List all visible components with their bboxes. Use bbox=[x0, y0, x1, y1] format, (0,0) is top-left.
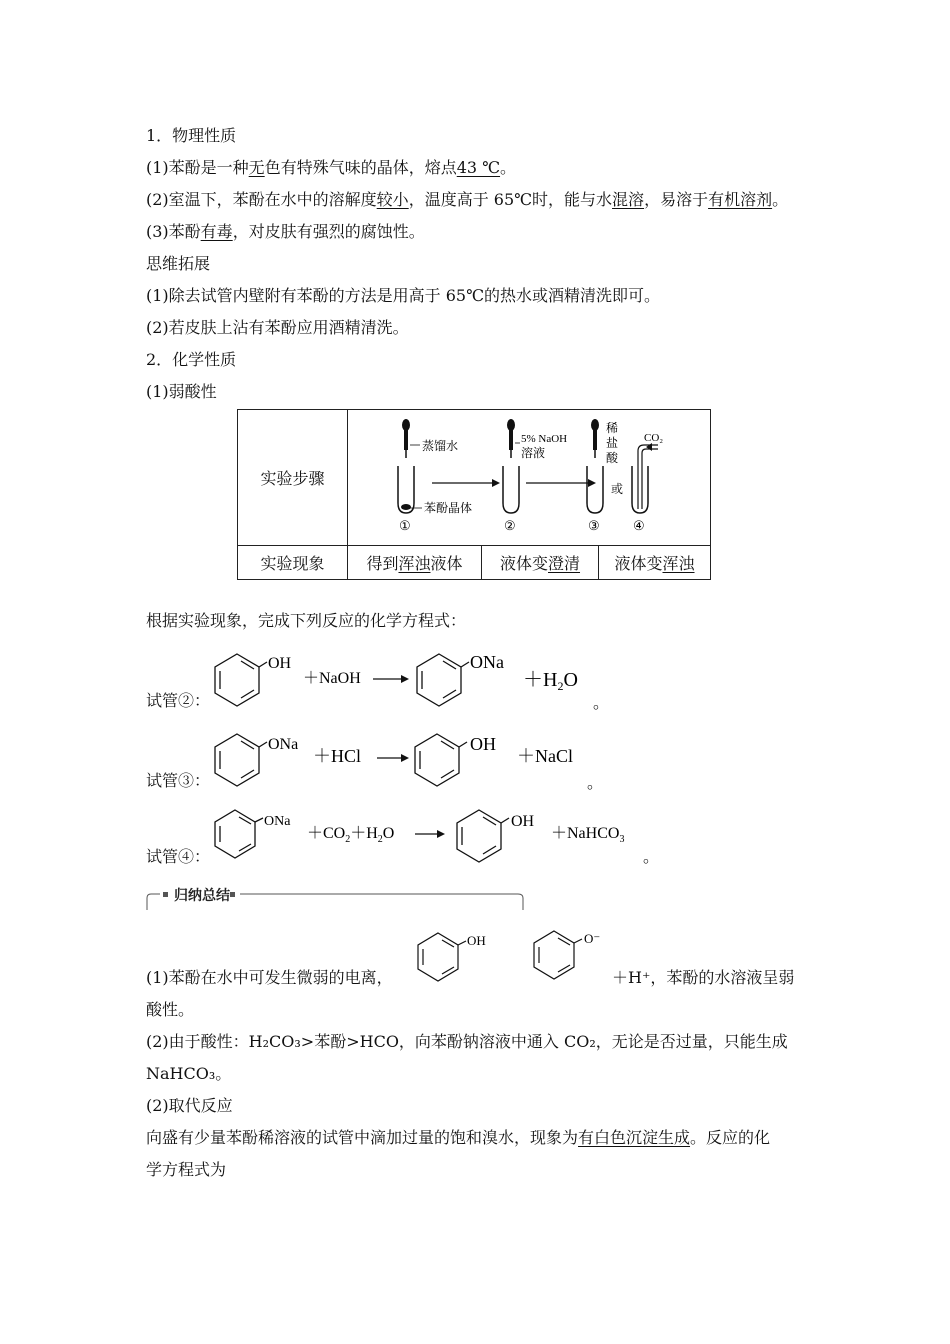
summary-item-1-cont: 酸性。 bbox=[146, 1000, 195, 1019]
svg-text:OH: OH bbox=[511, 813, 535, 830]
svg-text:OH: OH bbox=[268, 655, 292, 672]
paragraph-solubility: (2)室温下，苯酚在水中的溶解度较小，温度高于 65℃时，能与水混溶，易溶于有机溶剂。 bbox=[146, 190, 789, 209]
svg-text:＋CO2＋H2O: $+CO_2+H_2O$ bbox=[307, 825, 395, 845]
benzene-ring-icon bbox=[215, 810, 263, 858]
summary-item-1: (1)苯酚在水中可发生微弱的电离， bbox=[146, 968, 393, 987]
svg-text:。: 。 bbox=[643, 849, 660, 866]
test-tube-diagram bbox=[348, 411, 710, 541]
answer-small: 较小 bbox=[376, 190, 409, 209]
extension-item-1: (1)除去试管内壁附有苯酚的方法是用高于 65℃的热水或酒精清洗即可。 bbox=[146, 286, 661, 305]
benzene-ring-icon bbox=[215, 734, 267, 786]
svg-text:。: 。 bbox=[593, 695, 610, 712]
label-phenol-crystal: 苯酚晶体 bbox=[424, 500, 473, 515]
label-solution: 溶液 bbox=[521, 445, 546, 460]
equation-label-tube-3: 试管③： bbox=[146, 771, 211, 790]
svg-text:＋NaCl: ＋NaCl bbox=[517, 746, 573, 766]
benzene-ring-icon bbox=[534, 931, 582, 979]
summary-item-2: (2)由于酸性：H₂CO₃>苯酚>HCO，向苯酚钠溶液中通入 CO₂，无论是否过量，只能生成 bbox=[146, 1032, 788, 1051]
benzene-ring-icon bbox=[215, 654, 267, 706]
label-acid-3: 酸 bbox=[606, 450, 619, 465]
equation-tube-4 bbox=[205, 800, 665, 880]
label-acid-2: 盐 bbox=[606, 435, 619, 450]
substitution-paragraph-cont: 学方程式为 bbox=[146, 1160, 227, 1179]
benzene-ring-icon bbox=[417, 654, 469, 706]
benzene-ring-icon bbox=[415, 734, 467, 786]
equation-tube-2 bbox=[205, 640, 625, 720]
phenol-oh: OH bbox=[467, 933, 486, 948]
label-or: 或 bbox=[611, 481, 624, 496]
observation-1: 得到浑浊液体 bbox=[348, 546, 482, 580]
experiment-table bbox=[237, 409, 711, 580]
subheading-substitution: (2)取代反应 bbox=[146, 1096, 233, 1115]
answer-miscible: 混溶 bbox=[612, 190, 645, 209]
svg-text:。: 。 bbox=[587, 775, 604, 792]
tube-number-2: ② bbox=[504, 517, 516, 533]
answer-organic-solvent: 有机溶剂 bbox=[708, 190, 773, 209]
svg-text:＋HCl: ＋HCl bbox=[313, 746, 362, 766]
paragraph-toxicity: (3)苯酚有毒，对皮肤有强烈的腐蚀性。 bbox=[146, 222, 425, 241]
svg-text:OH: OH bbox=[470, 734, 496, 754]
substitution-paragraph: 向盛有少量苯酚稀溶液的试管中滴加过量的饱和溴水，现象为有白色沉淀生成。反应的化 bbox=[146, 1128, 771, 1147]
label-distilled-water: 蒸馏水 bbox=[422, 438, 459, 453]
extension-item-2: (2)若皮肤上沾有苯酚应用酒精清洗。 bbox=[146, 318, 409, 337]
benzene-ring-icon bbox=[418, 933, 466, 981]
test-tube-3 bbox=[587, 419, 603, 513]
ionization-structures bbox=[410, 925, 610, 991]
test-tube-2 bbox=[503, 419, 520, 513]
observation-3: 液体变浑浊 bbox=[599, 546, 711, 580]
summary-title: 归纳总结 bbox=[174, 888, 230, 904]
section-heading-chemical: 2．化学性质 bbox=[146, 350, 237, 369]
section-heading-physical: 1．物理性质 bbox=[146, 126, 237, 145]
svg-text:ONa: ONa bbox=[264, 814, 291, 829]
svg-text:＋NaOH: ＋NaOH bbox=[303, 670, 361, 687]
tube-number-1: ① bbox=[399, 517, 411, 533]
answer-colorless: 无 bbox=[248, 158, 265, 177]
tube-number-3: ③ bbox=[588, 517, 600, 533]
equations-intro: 根据实验现象，完成下列反应的化学方程式： bbox=[146, 611, 467, 630]
experiment-figure-cell bbox=[348, 410, 711, 546]
label-naoh: 5% NaOH bbox=[521, 432, 568, 445]
extension-heading: 思维拓展 bbox=[146, 254, 211, 273]
svg-text:＋NaHCO3: ＋NaHCO$_3$ bbox=[551, 825, 625, 845]
test-tube-1 bbox=[398, 419, 422, 513]
benzene-ring-icon bbox=[457, 810, 509, 862]
svg-text:ONa: ONa bbox=[470, 652, 504, 672]
label-co2: CO₂ bbox=[644, 431, 664, 444]
equation-label-tube-2: 试管②： bbox=[146, 691, 211, 710]
answer-white-precipitate: 有白色沉淀生成 bbox=[578, 1128, 691, 1147]
test-tube-4 bbox=[632, 443, 658, 513]
summary-item-1-tail: ＋H⁺，苯酚的水溶液呈弱 bbox=[612, 968, 795, 987]
tube-number-4: ④ bbox=[633, 517, 645, 533]
label-acid-1: 稀 bbox=[606, 420, 619, 435]
equation-tube-3 bbox=[205, 722, 625, 802]
answer-melting-point: 43 ℃ bbox=[456, 158, 501, 177]
equation-label-tube-4: 试管④： bbox=[146, 847, 211, 866]
phenoxide-o: O⁻ bbox=[584, 931, 601, 946]
row-label-steps: 实验步骤 bbox=[238, 410, 348, 546]
observation-2: 液体变澄清 bbox=[482, 546, 599, 580]
subheading-weak-acidity: (1)弱酸性 bbox=[146, 382, 217, 401]
row-label-phenomena: 实验现象 bbox=[238, 546, 348, 580]
summary-item-2-cont: NaHCO₃。 bbox=[146, 1064, 232, 1083]
svg-text:ONa: ONa bbox=[268, 736, 299, 753]
svg-text:＋H2O: $+H_2O$ bbox=[523, 669, 578, 693]
answer-toxic: 有毒 bbox=[200, 222, 233, 241]
paragraph-color-melting: (1)苯酚是一种无色有特殊气味的晶体，熔点43 ℃。 bbox=[146, 158, 517, 177]
